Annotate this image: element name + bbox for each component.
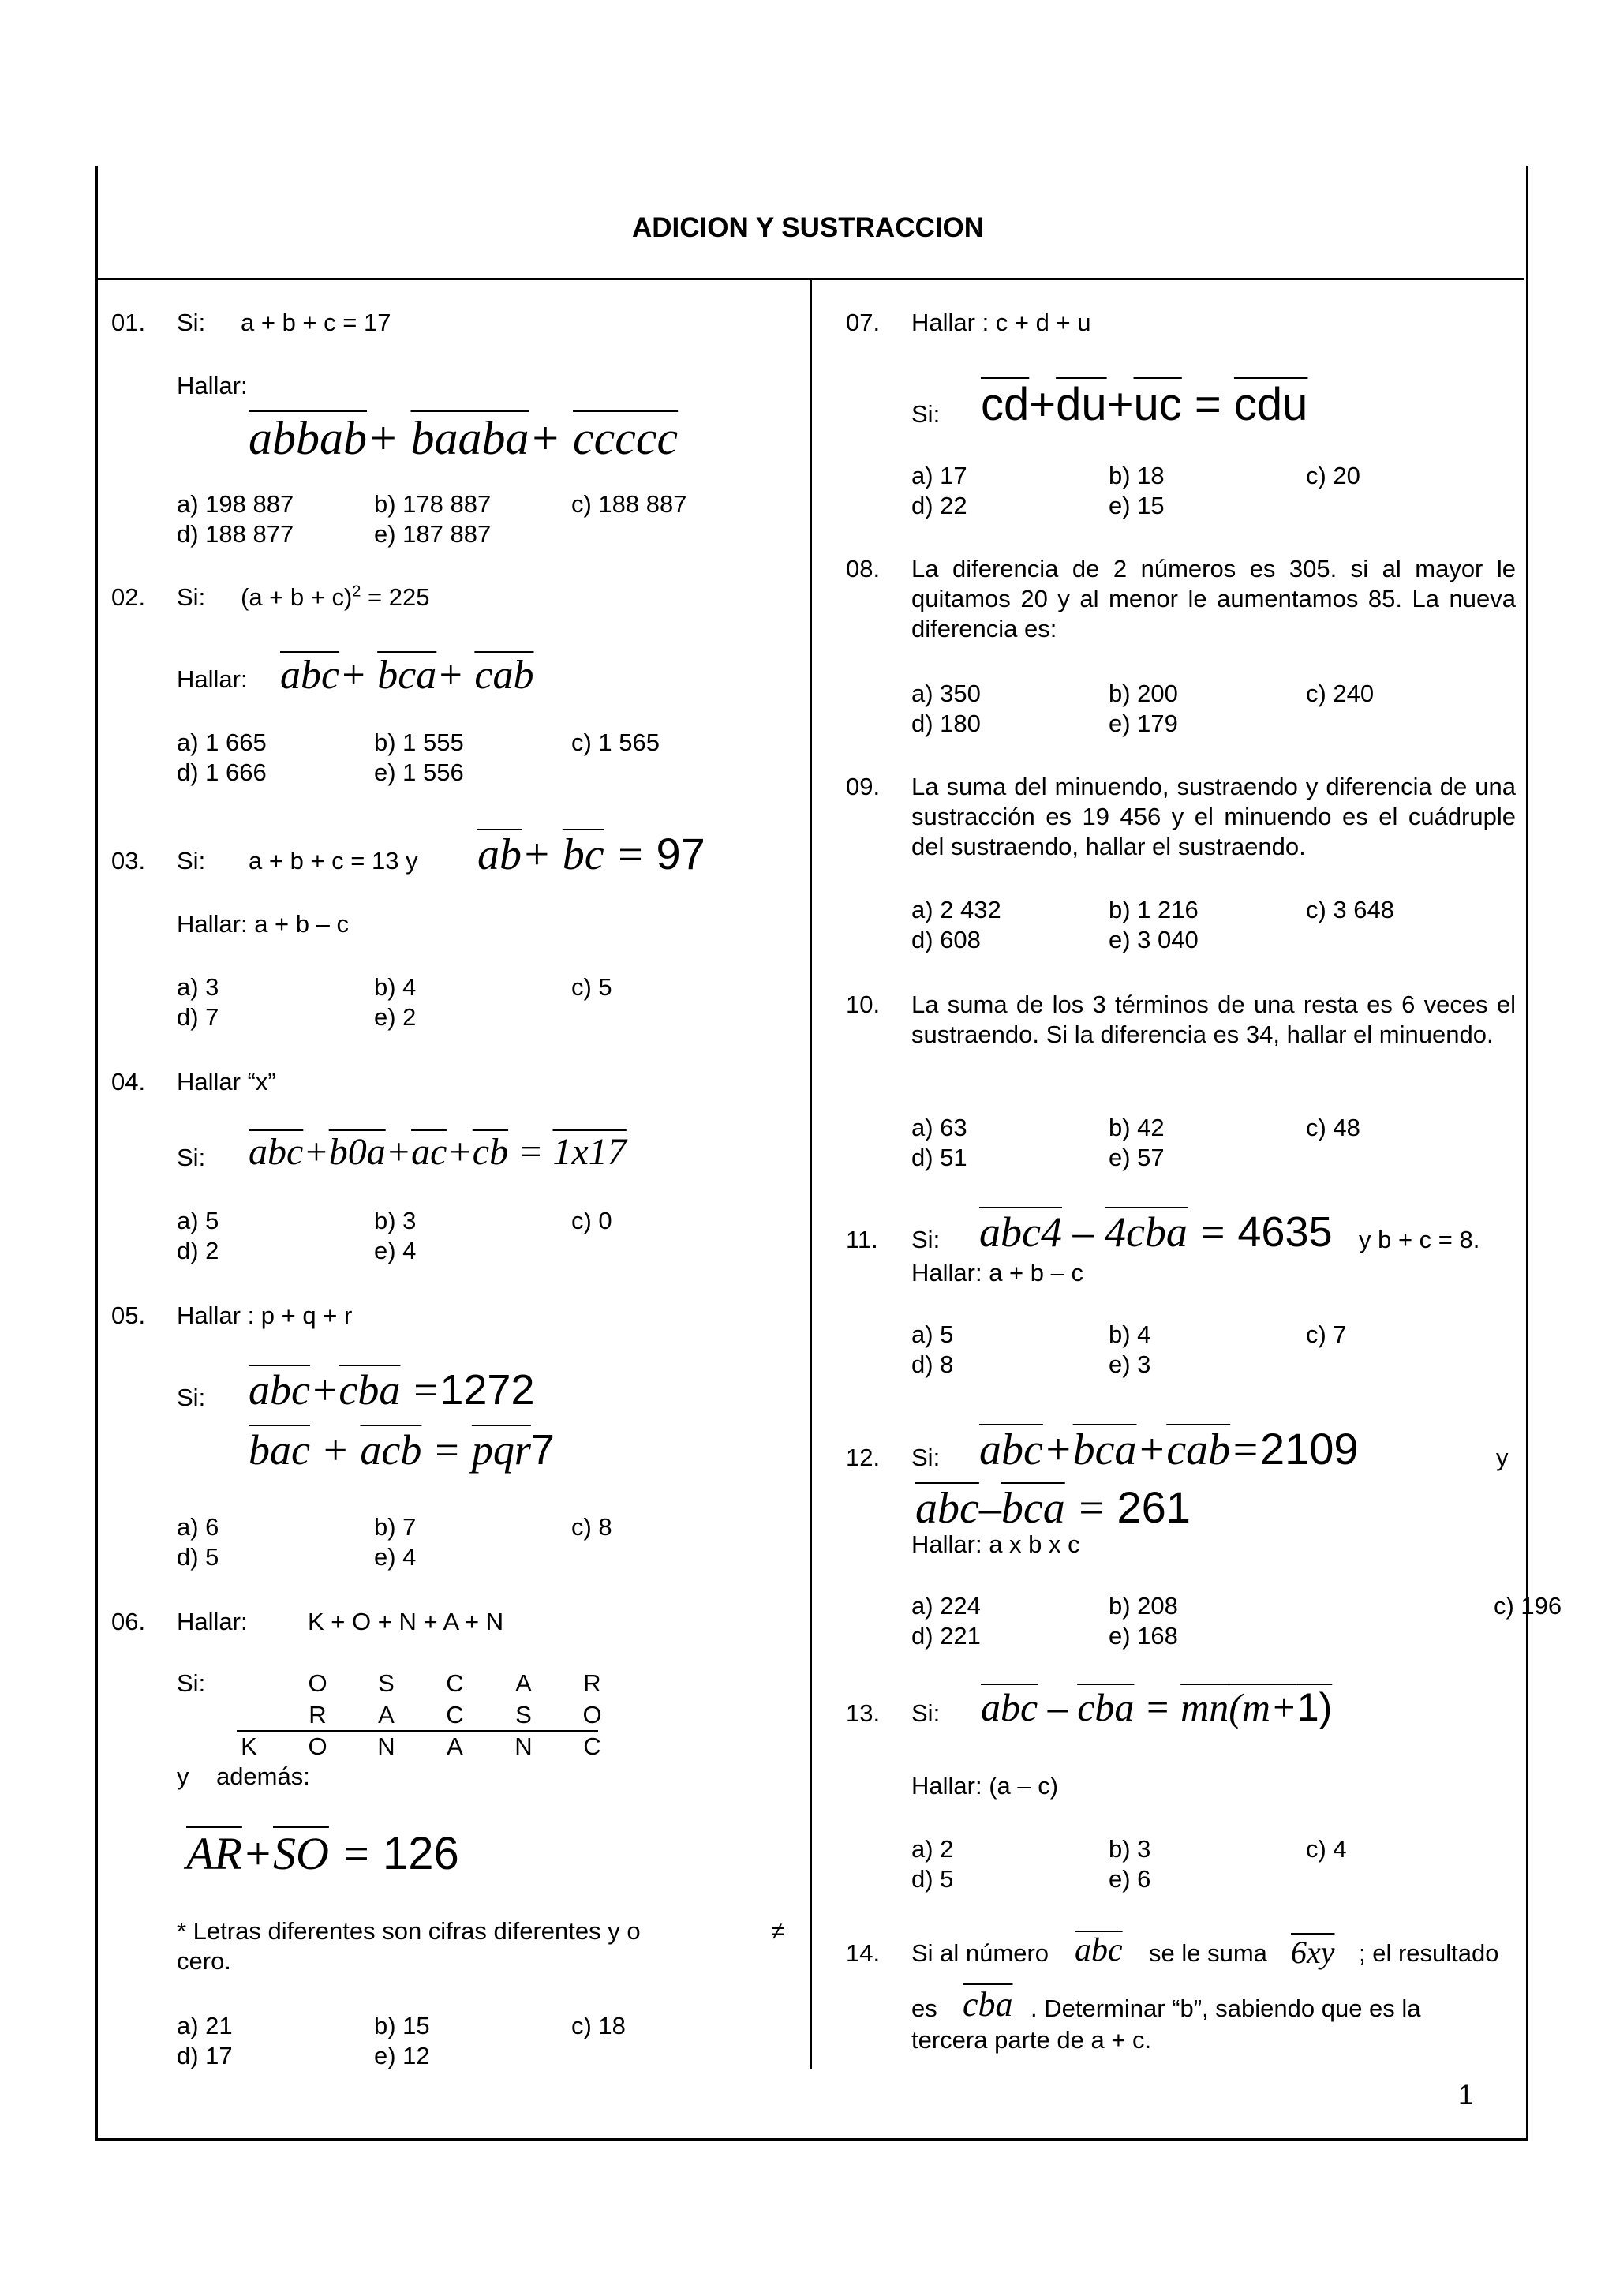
option: c) 4 — [1306, 1835, 1347, 1863]
p06-options — [177, 2011, 769, 2071]
p09-text: La suma del minuendo, sustraendo y diferencia de una sustracción es 19 456 y el minuendo es el cuádruple del sustraendo, hallar el sustraendo. — [911, 773, 1516, 860]
frame-right — [1526, 278, 1528, 2141]
option: d) 1 666 — [177, 758, 267, 786]
p02-num: 02. — [111, 583, 146, 611]
option: a) 2 — [911, 1835, 954, 1863]
option: e) 1 556 — [374, 758, 464, 786]
option: b) 178 887 — [374, 490, 492, 518]
option: a) 350 — [911, 680, 981, 707]
option: e) 168 — [1109, 1622, 1178, 1650]
p11-num: 11. — [846, 1226, 878, 1253]
option: e) 3 040 — [1109, 926, 1199, 953]
p04-options — [177, 1206, 769, 1266]
p14-e2: 6xy — [1291, 1935, 1335, 1970]
option: d) 17 — [177, 2042, 233, 2069]
option: a) 2 432 — [911, 896, 1001, 923]
p05-si: Si: — [177, 1384, 206, 1411]
option: b) 3 — [1109, 1835, 1151, 1863]
p07-options — [911, 461, 1503, 521]
p02-si: Si: — [177, 583, 206, 611]
option: b) 3 — [374, 1207, 417, 1234]
p13-si: Si: — [911, 1699, 941, 1727]
p14-num: 14. — [846, 1939, 881, 1967]
p06-si: Si: — [177, 1669, 206, 1697]
option: e) 12 — [374, 2042, 430, 2069]
page-number: 1 — [1458, 2080, 1474, 2111]
option: c) 5 — [571, 973, 612, 1001]
p14-e1: $\overline{abc}$ — [1075, 1932, 1123, 1968]
option: c) 7 — [1306, 1320, 1347, 1348]
p03-si: Si: — [177, 847, 206, 875]
p04-si: Si: — [177, 1144, 206, 1171]
p05-expr1: $\overline{abc}+\overline{cba} =1272$ — [249, 1366, 535, 1414]
p06-ademas: y además: — [177, 1762, 310, 1790]
p12-options — [911, 1591, 1566, 1651]
p01-si: Si: — [177, 309, 206, 336]
p01-options — [177, 489, 769, 549]
option: c) 0 — [571, 1207, 612, 1234]
p06-expr: $\overline{AR}+\overline{SO} = 126$ — [186, 1828, 459, 1879]
option: e) 179 — [1109, 710, 1178, 737]
p03-options — [177, 972, 769, 1032]
p06-q: K + O + N + A + N — [308, 1608, 504, 1635]
option: b) 200 — [1109, 680, 1178, 707]
option: b) 4 — [1109, 1320, 1151, 1348]
p09-options — [911, 895, 1503, 955]
p13-num: 13. — [846, 1699, 881, 1727]
option: a) 1 665 — [177, 729, 267, 756]
option: a) 63 — [911, 1114, 967, 1141]
option: a) 17 — [911, 462, 967, 489]
p12-expr2: $\overline{abc}-\overline{bca} = 261$ — [915, 1482, 1191, 1533]
p06-note: * Letras diferentes son cifras diferentes y o ≠ — [177, 1917, 784, 1945]
option: e) 3 — [1109, 1350, 1151, 1378]
p07-num: 07. — [846, 309, 881, 336]
p03-expr: $\overline{ab}+ \overline{bc} = 97$ — [477, 829, 705, 879]
option: b) 1 555 — [374, 729, 464, 756]
option: d) 5 — [177, 1543, 219, 1571]
p14-e3: $\overline{cba}$ — [963, 1985, 1013, 2024]
p11-options — [911, 1320, 1503, 1380]
p06-row3: K O N A N C — [241, 1732, 601, 1760]
p01-num: 01. — [111, 309, 146, 336]
p03-num: 03. — [111, 847, 146, 875]
option: c) 196 — [1494, 1592, 1562, 1620]
option: c) 3 648 — [1306, 896, 1395, 923]
p06-row1: O S C A R — [308, 1669, 601, 1697]
option: d) 5 — [911, 1865, 954, 1893]
option: d) 188 877 — [177, 520, 294, 548]
p07-q: Hallar : c + d + u — [911, 309, 1091, 336]
option: d) 51 — [911, 1144, 967, 1171]
option: e) 4 — [374, 1543, 417, 1571]
p14-t2: se le suma — [1149, 1939, 1267, 1967]
p02-cond: $(a + b + c)^2 = 225$ — [241, 582, 430, 611]
option: b) 1 216 — [1109, 896, 1199, 923]
option: d) 221 — [911, 1622, 981, 1650]
p03-hallar: Hallar: a + b – c — [177, 910, 349, 938]
p11-tail: y b + c = 8. — [1359, 1226, 1480, 1253]
option: a) 5 — [177, 1207, 219, 1234]
p12-expr1: $\overline{abc}+\overline{bca}+\overline{cab}=2109$ — [979, 1424, 1359, 1474]
p12-y: y — [1496, 1444, 1509, 1471]
option: c) 188 887 — [571, 490, 687, 518]
option: e) 4 — [374, 1237, 417, 1264]
p13-hallar: Hallar: (a – c) — [911, 1772, 1059, 1800]
p05-q: Hallar : p + q + r — [177, 1302, 353, 1329]
p04-q: Hallar “x” — [177, 1068, 276, 1096]
p12-si: Si: — [911, 1444, 941, 1471]
frame-left — [95, 278, 98, 2141]
option: d) 180 — [911, 710, 981, 737]
p13-expr: $\overline{abc} - \overline{cba} = mn(m+1)$ — [981, 1685, 1333, 1729]
option: a) 6 — [177, 1513, 219, 1541]
option: a) 21 — [177, 2012, 233, 2039]
option: a) 224 — [911, 1592, 981, 1620]
option: c) 20 — [1306, 462, 1360, 489]
p14-t5: . Determinar “b”, sabiendo que es la — [1031, 1994, 1421, 2022]
p01-expr: abbab+ baaba+ ccccc — [249, 412, 679, 464]
p06-note2: cero. — [177, 1947, 231, 1975]
p06-num: 06. — [111, 1608, 146, 1635]
option: d) 7 — [177, 1003, 219, 1031]
option: c) 48 — [1306, 1114, 1360, 1141]
option: b) 4 — [374, 973, 417, 1001]
option: c) 240 — [1306, 680, 1375, 707]
p02-options — [177, 728, 769, 788]
p05-options — [177, 1512, 769, 1572]
option: e) 2 — [374, 1003, 417, 1031]
p08-text: La diferencia de 2 números es 305. si al mayor le quitamos 20 y al menor le aumentamos 85. La nueva diferencia es: — [911, 555, 1516, 642]
p07-si: Si: — [911, 400, 941, 428]
option: a) 3 — [177, 973, 219, 1001]
option: c) 8 — [571, 1513, 612, 1541]
p02-hallar: Hallar: — [177, 665, 248, 693]
p11-hallar: Hallar: a + b – c — [911, 1259, 1083, 1287]
p11-expr: abc4 – 4cba = 4635 — [979, 1208, 1333, 1256]
p12-num: 12. — [846, 1444, 881, 1471]
option: b) 18 — [1109, 462, 1165, 489]
option: b) 42 — [1109, 1114, 1165, 1141]
option: d) 608 — [911, 926, 981, 953]
option: d) 22 — [911, 492, 967, 519]
p01-cond: a + b + c = 17 — [241, 309, 391, 336]
p02-expr: $\overline{abc}+ \overline{bca}+ \overline{cab}$ — [280, 653, 534, 698]
p10-text: La suma de los 3 términos de una resta es 6 veces el sustraendo. Si la diferencia es 34, hallar el minuendo. — [911, 991, 1516, 1048]
p06-row2: R A C S O — [309, 1701, 602, 1729]
option: b) 208 — [1109, 1592, 1178, 1620]
p05-num: 05. — [111, 1302, 146, 1329]
p04-expr: $\overline{abc}+b0a+\overline{ac}+\overline{cb} = 1x17$ — [249, 1131, 627, 1173]
p10-num: 10. — [846, 991, 881, 1018]
p14-t1: Si al número — [911, 1939, 1049, 1967]
p08-options — [911, 679, 1503, 739]
option: a) 5 — [911, 1320, 954, 1348]
option: e) 6 — [1109, 1865, 1151, 1893]
option: e) 57 — [1109, 1144, 1165, 1171]
frame-bottom — [95, 2138, 1528, 2141]
column-divider — [810, 278, 812, 2069]
p09-num: 09. — [846, 773, 881, 800]
p01-hallar: Hallar: — [177, 372, 248, 399]
option: e) 187 887 — [374, 520, 492, 548]
option: e) 15 — [1109, 492, 1165, 519]
option: b) 15 — [374, 2012, 430, 2039]
p14-t4: es — [911, 1994, 937, 2022]
p14-t6: tercera parte de a + c. — [911, 2026, 1152, 2054]
option: a) 198 887 — [177, 490, 294, 518]
option: b) 7 — [374, 1513, 417, 1541]
option: c) 18 — [571, 2012, 626, 2039]
p06-q-label: Hallar: — [177, 1608, 248, 1635]
option: c) 1 565 — [571, 729, 660, 756]
p03-cond: a + b + c = 13 y — [249, 847, 418, 875]
p07-expr: $\overline{cd}+\overline{du}+\overline{uc} = \overline{cdu}$ — [981, 379, 1308, 430]
p12-hallar: Hallar: a x b x c — [911, 1530, 1080, 1558]
page-title: ADICION Y SUSTRACCION — [632, 212, 984, 243]
option: d) 8 — [911, 1350, 954, 1378]
option: d) 2 — [177, 1237, 219, 1264]
p05-expr2: $\overline{bac} + \overline{acb} = \overline{pqr}7$ — [249, 1426, 555, 1474]
p14-t3: ; el resultado — [1359, 1939, 1499, 1967]
p08-num: 08. — [846, 555, 881, 582]
p11-si: Si: — [911, 1226, 941, 1253]
p04-num: 04. — [111, 1068, 146, 1096]
p10-options — [911, 1113, 1503, 1173]
p13-options — [911, 1834, 1503, 1894]
